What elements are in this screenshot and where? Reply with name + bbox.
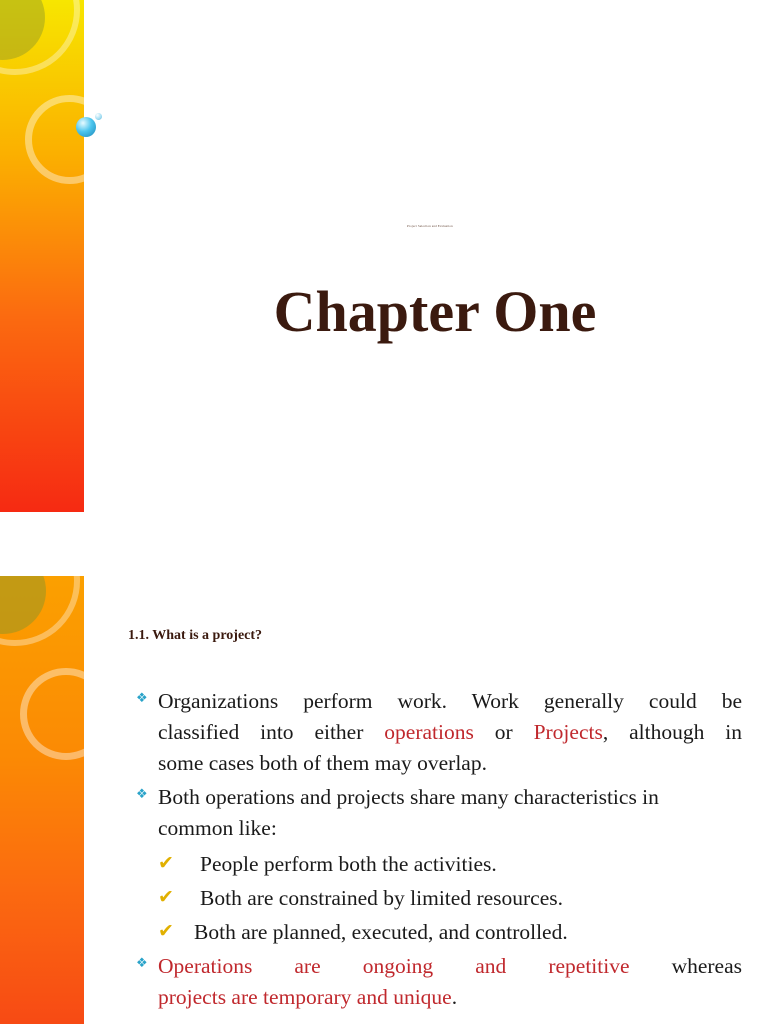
highlight-projects-temporary: projects are temporary and unique <box>158 985 452 1009</box>
checkmark-icon: ✔ <box>158 887 174 908</box>
check-item <box>136 915 742 949</box>
highlight-operations: operations <box>384 720 474 744</box>
check-item <box>136 881 742 915</box>
list-item <box>136 686 742 779</box>
diamond-bullet-icon: ❖ <box>136 955 148 970</box>
checkmark-icon: ✔ <box>158 921 174 942</box>
bullet-list <box>136 686 742 1016</box>
check-item-text: People perform both the activities. <box>200 852 497 876</box>
page-gap <box>0 512 768 576</box>
text-run: whereas <box>629 954 743 978</box>
decorative-orb-small <box>95 113 102 120</box>
bullet-line: some cases both of them may overlap. <box>158 751 487 775</box>
text-run: , although in <box>602 720 742 744</box>
slide-subtitle: Project Selection and Evaluation <box>407 224 453 228</box>
bullet-line: Organizations perform work. Work generally could be <box>158 689 742 713</box>
bullet-line <box>158 982 742 1013</box>
check-item <box>136 847 742 881</box>
checkmark-icon: ✔ <box>158 853 174 874</box>
decorative-ring <box>20 668 84 760</box>
bullet-line <box>158 951 742 982</box>
text-run: classified into either <box>158 720 385 744</box>
check-item-text: Both are constrained by limited resources. <box>200 886 564 910</box>
text-run: . <box>451 985 458 1009</box>
list-item <box>136 782 742 844</box>
section-heading: 1.1. What is a project? <box>128 628 263 643</box>
bullet-line <box>158 717 742 748</box>
content-slide <box>0 576 768 1024</box>
list-item <box>136 951 742 1013</box>
diamond-bullet-icon: ❖ <box>136 690 148 705</box>
decorative-side-bar <box>0 0 84 512</box>
decorative-ring <box>25 95 84 184</box>
decorative-orb <box>76 117 96 137</box>
highlight-operations-ongoing: Operations are ongoing and repetitive <box>158 954 630 978</box>
check-item-text: Both are planned, executed, and controlled. <box>194 920 568 944</box>
diamond-bullet-icon: ❖ <box>136 786 148 801</box>
chapter-title: Chapter One <box>273 279 597 344</box>
text-run: or <box>473 720 534 744</box>
highlight-projects: Projects <box>533 720 603 744</box>
decorative-side-bar <box>0 576 84 1024</box>
bullet-text: Both operations and projects share many characteristics in common like: <box>158 785 659 840</box>
